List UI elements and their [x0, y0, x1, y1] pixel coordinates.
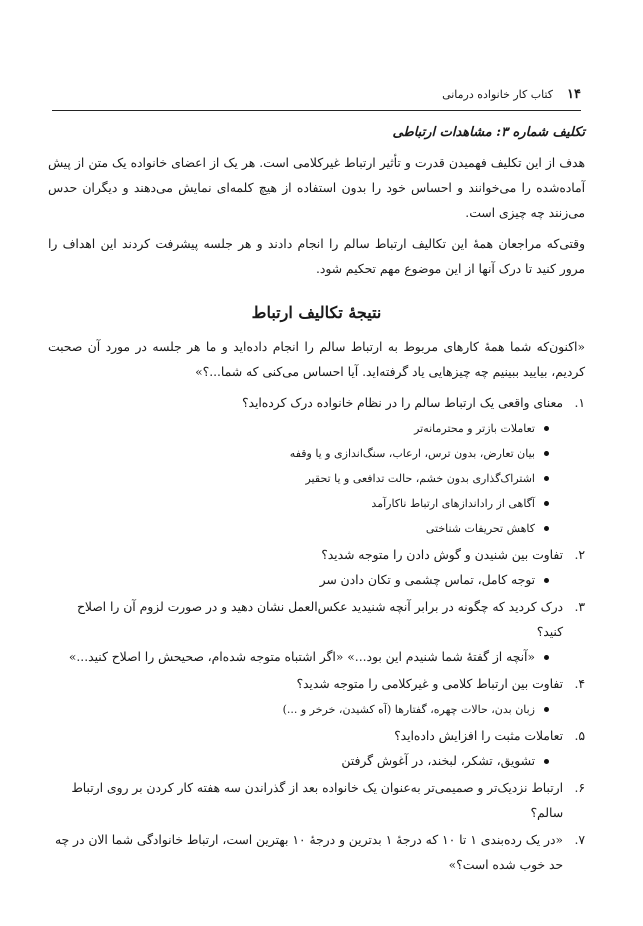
bullet-list: [48, 645, 563, 670]
bullet-list: [48, 568, 563, 593]
task-title: تکلیف شماره ۳: مشاهدات ارتباطی: [392, 125, 585, 140]
question-item: [48, 391, 585, 541]
question-number: ۴.: [574, 677, 585, 691]
bullet-item: تعاملات بازتر و محترمانه‌تر: [48, 416, 535, 441]
bullet-item: اشتراک‌گذاری بدون خشم، حالت تدافعی و یا تحقیر: [48, 466, 535, 491]
bullet-item: زبان بدن، حالات چهره، گفتارها (آه کشیدن، خرخر و ...): [48, 697, 535, 722]
bullet-list: [48, 749, 563, 774]
bullet-item: آگاهی از راداندازهای ارتباط ناکارآمد: [48, 491, 535, 516]
bullet-list: [48, 416, 563, 541]
bullet-icon: [544, 501, 549, 506]
running-header: [52, 84, 581, 111]
page-number: ۱۴: [567, 86, 581, 102]
bullet-list: [48, 697, 563, 722]
bullet-icon: [544, 426, 549, 431]
task-paragraph-1: هدف از این تکلیف فهمیدن قدرت و تأثیر ارتباط غیرکلامی است. هر یک از اعضای خانواده یک متن از پیش آماده‌شده را می‌خوانند و احساس خود را بدون استفاده از هیچ کلمه‌ای نمایش می‌دهند و دیگران حدس می‌زنند چه چیزی است.: [48, 156, 585, 220]
bullet-icon: [544, 476, 549, 481]
page-content: [48, 120, 585, 880]
question-number: ۶.: [574, 781, 585, 795]
question-item: [48, 672, 585, 722]
question-item: [48, 724, 585, 774]
bullet-item: بیان تعارض، بدون ترس، ارعاب، سنگ‌اندازی و یا وقفه: [48, 441, 535, 466]
question-number: ۵.: [574, 729, 585, 743]
question-text: ارتباط نزدیک‌تر و صمیمی‌تر به‌عنوان یک خانواده بعد از گذراندن سه هفته کار کردن بر روی ارتباط سالم؟: [71, 781, 563, 820]
question-number: ۲.: [574, 548, 585, 562]
question-text: «در یک رده‌بندی ۱ تا ۱۰ که درجهٔ ۱ بدترین و درجهٔ ۱۰ بهترین است، ارتباط خانوادگی شما الان در چه حد خوب شده است؟»: [54, 833, 563, 872]
bullet-icon: [544, 759, 549, 764]
question-number: ۳.: [574, 600, 585, 614]
question-number: ۷.: [574, 833, 585, 847]
bullet-icon: [544, 578, 549, 583]
question-item: [48, 776, 585, 826]
question-text: درک کردید که چگونه در برابر آنچه شنیدید عکس‌العمل نشان دهید و در صورت لزوم آن را اصلاح کنید؟: [76, 600, 563, 639]
question-number: ۱.: [574, 396, 585, 410]
question-text: تعاملات مثبت را افزایش داده‌اید؟: [394, 729, 563, 743]
bullet-icon: [544, 451, 549, 456]
question-text: تفاوت بین شنیدن و گوش دادن را متوجه شدید؟: [321, 548, 563, 562]
question-item: [48, 543, 585, 593]
section-title: نتیجهٔ تکالیف ارتباط: [251, 303, 382, 322]
bullet-item: توجه کامل، تماس چشمی و تکان دادن سر: [48, 568, 535, 593]
question-text: تفاوت بین ارتباط کلامی و غیرکلامی را متوجه شدید؟: [296, 677, 563, 691]
task-paragraph-2: وقتی‌که مراجعان همهٔ این تکالیف ارتباط سالم را انجام دادند و هر جلسه پیشرفت کردند این اهداف را مرور کنید تا درک آنها از این موضوع مهم تحکیم شود.: [48, 237, 585, 276]
bullet-icon: [544, 655, 549, 660]
bullet-item: کاهش تحریفات شناختی: [48, 516, 535, 541]
book-title: کتاب کار خانواده درمانی: [442, 87, 554, 101]
question-text: معنای واقعی یک ارتباط سالم را در نظام خانواده درک کرده‌اید؟: [241, 396, 563, 410]
bullet-item: «آنچه از گفتهٔ شما شنیدم این بود...» «اگر اشتباه متوجه شده‌ام، صحیحش را اصلاح کنید...»: [48, 645, 535, 670]
bullet-item: تشویق، تشکر، لبخند، در آغوش گرفتن: [48, 749, 535, 774]
section-intro: «اکنون‌که شما همهٔ کارهای مربوط به ارتباط سالم را انجام داده‌اید و ما هر جلسه در مورد آن صحبت کردیم، بیایید ببینیم چه چیزهایی یاد گرفته‌اید. آیا احساس می‌کنی که شما...؟»: [48, 340, 585, 379]
question-item: [48, 595, 585, 670]
bullet-icon: [544, 526, 549, 531]
question-item: [48, 828, 585, 878]
bullet-icon: [544, 707, 549, 712]
question-list: [48, 391, 585, 878]
